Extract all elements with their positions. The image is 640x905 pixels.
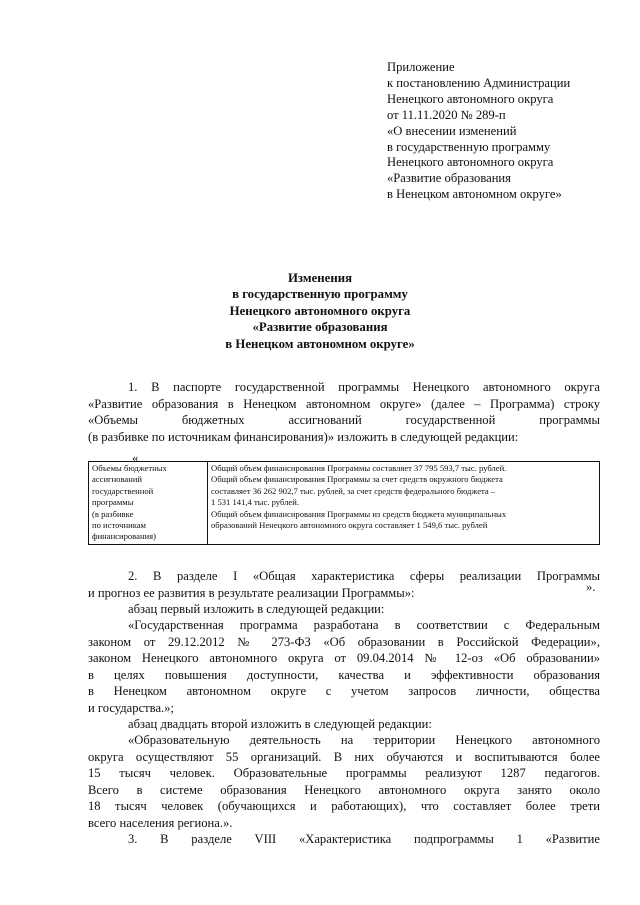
cell-line: Общий объем финансирования Программы за счет средств окружного бюджета bbox=[211, 474, 503, 485]
text-line: округа осуществляют 55 организаций. В них обучаются и воспитываются более bbox=[88, 749, 600, 764]
item-2-paragraph bbox=[88, 568, 600, 601]
text-line: и прогноз ее развития в результате реализации Программы»: bbox=[88, 585, 415, 600]
cell-line: ассигнований bbox=[92, 474, 143, 485]
cell-line: Объемы бюджетных bbox=[92, 463, 167, 473]
cell-line: государственной bbox=[92, 485, 154, 496]
text-line: законом от 29.12.2012 № 273-ФЗ «Об образовании в Российской Федерации», bbox=[88, 634, 600, 649]
appendix-line: «О внесении изменений bbox=[387, 123, 517, 138]
appendix-line: от 11.11.2020 № 289-п bbox=[387, 107, 506, 122]
text-line: в Ненецком автономном округе с учетом запросов личности, общества bbox=[88, 684, 600, 698]
closing-quote: ». bbox=[586, 580, 596, 594]
text-line: «Объемы бюджетных ассигнований государственной программы bbox=[88, 413, 600, 427]
text-line: 3. В разделе VIII «Характеристика подпрограммы 1 «Развитие bbox=[128, 832, 600, 846]
title-line: Ненецкого автономного округа bbox=[229, 303, 411, 318]
title-line: в государственную программу bbox=[232, 287, 408, 302]
cell-line: финансирования) bbox=[92, 531, 156, 542]
text-line: 15 тысяч человек. Образовательные программы реализуют 1287 педагогов. bbox=[88, 766, 600, 780]
cell-line: по источникам bbox=[92, 520, 146, 531]
appendix-line: Ненецкого автономного округа bbox=[387, 91, 554, 106]
table-cell-value bbox=[208, 462, 600, 545]
table-cell-label bbox=[89, 462, 208, 545]
appendix-line: к постановлению Администрации bbox=[387, 75, 571, 90]
abzac-1-label bbox=[88, 601, 600, 618]
cell-line: (в разбивке bbox=[92, 508, 134, 519]
item-3-paragraph bbox=[88, 831, 600, 848]
text-line: «Образовательную деятельность на территории Ненецкого автономного bbox=[128, 733, 600, 747]
appendix-line: в государственную программу bbox=[387, 139, 551, 154]
text-line: «Государственная программа разработана в соответствии с Федеральным bbox=[128, 618, 600, 632]
text-line: 2. В разделе I «Общая характеристика сферы реализации Программы bbox=[128, 569, 600, 583]
item-1-paragraph bbox=[88, 379, 600, 445]
cell-line: составляет 36 262 902,7 тыс. рублей, за счет средств федерального бюджета – bbox=[211, 485, 496, 496]
text-line: абзац двадцать второй изложить в следующей редакции: bbox=[128, 717, 432, 731]
opening-quote: « bbox=[132, 451, 139, 465]
document-title bbox=[90, 270, 550, 352]
title-line: Изменения bbox=[287, 271, 353, 285]
appendix-line: Ненецкого автономного округа bbox=[387, 155, 554, 170]
abzac-1-text bbox=[88, 617, 600, 716]
text-line: законом Ненецкого автономного округа от 09.04.2014 № 12-оз «Об образовании» bbox=[88, 651, 600, 665]
appendix-line: «Развитие образования bbox=[387, 171, 511, 186]
appendix-line: в Ненецком автономном округе» bbox=[387, 187, 562, 202]
cell-line: 1 531 141,4 тыс. рублей. bbox=[211, 497, 299, 508]
text-line: и государства.»; bbox=[88, 700, 174, 715]
text-line: 1. В паспорте государственной программы Ненецкого автономного округа bbox=[128, 380, 600, 394]
abzac-22-text bbox=[88, 732, 600, 831]
cell-line: Общий объем финансирования Программы из средств бюджета муниципальных bbox=[211, 508, 507, 519]
text-line: 18 тысяч человек (обучающихся и работающих), что составляет более трети bbox=[88, 799, 600, 813]
text-line: «Развитие образования в Ненецком автономном округе» (далее – Программа) строку bbox=[88, 396, 600, 411]
text-line: в целях повышения доступности, качества и эффективности образования bbox=[88, 667, 600, 682]
table-row bbox=[89, 462, 600, 545]
text-line: (в разбивке по источникам финансирования)» изложить в следующей редакции: bbox=[88, 429, 519, 444]
text-line: абзац первый изложить в следующей редакции: bbox=[128, 602, 385, 616]
title-line: «Развитие образования bbox=[252, 320, 388, 335]
cell-line: образований Ненецкого автономного округа составляет 1 549,6 тыс. рублей bbox=[211, 520, 488, 531]
abzac-22-label bbox=[88, 716, 600, 733]
cell-line: Общий объем финансирования Программы составляет 37 795 593,7 тыс. рублей. bbox=[211, 463, 507, 473]
text-line: всего населения региона.». bbox=[88, 815, 233, 830]
text-line: Всего в системе образования Ненецкого автономного округа занято около bbox=[88, 782, 600, 797]
passport-table bbox=[88, 461, 600, 545]
appendix-line: Приложение bbox=[387, 60, 455, 74]
appendix-header bbox=[387, 60, 632, 203]
title-line: в Ненецком автономном округе» bbox=[225, 336, 415, 351]
cell-line: программы bbox=[92, 497, 134, 508]
